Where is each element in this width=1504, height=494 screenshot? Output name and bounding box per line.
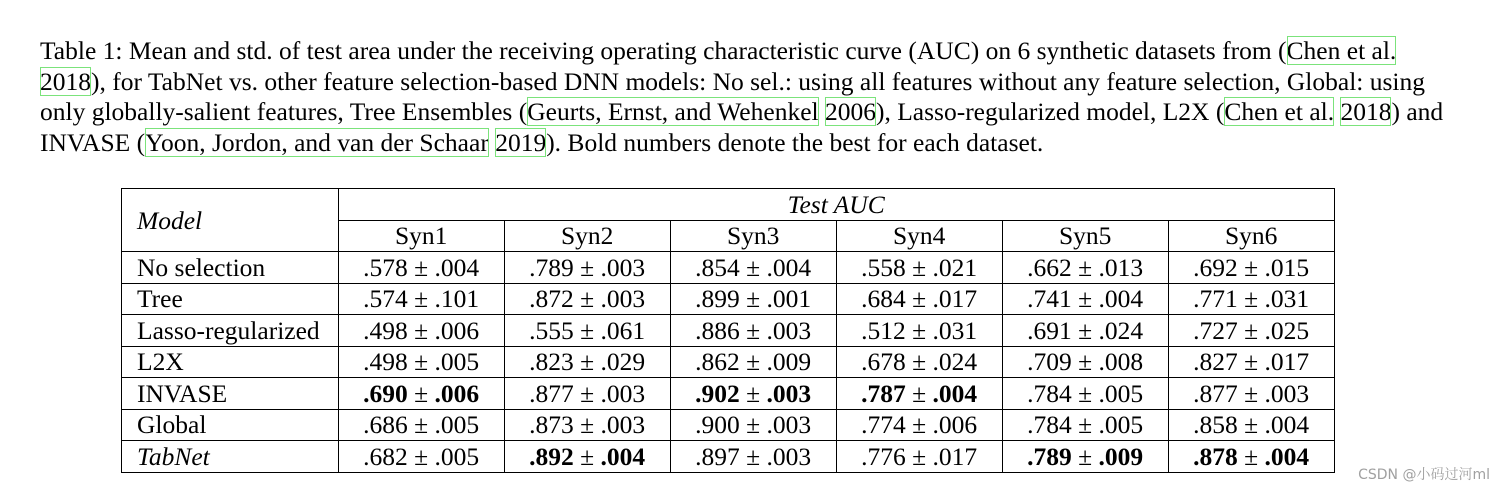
table-cell (836, 315, 1002, 347)
plus-minus-symbol: ± (1244, 378, 1259, 408)
plus-minus-symbol: ± (1244, 441, 1259, 471)
table-cell (670, 378, 836, 410)
table-cell (338, 441, 504, 473)
plus-minus-symbol: ± (746, 252, 761, 282)
row-label: TabNet (122, 441, 339, 473)
table-cell (836, 346, 1002, 378)
table-row (122, 409, 1335, 441)
citation-year-link[interactable]: 2018 (40, 66, 91, 96)
cell-std: .003 (766, 441, 812, 471)
cell-std: .031 (932, 315, 978, 345)
cell-std: .005 (434, 441, 480, 471)
plus-minus-symbol: ± (746, 284, 761, 314)
cell-mean: .574 (363, 284, 408, 314)
plus-minus-symbol: ± (912, 441, 927, 471)
plus-minus-symbol: ± (746, 378, 761, 408)
cell-mean: .691 (1027, 315, 1072, 345)
plus-minus-symbol: ± (746, 315, 761, 345)
table-cell (670, 409, 836, 441)
table-cell (670, 283, 836, 315)
column-header-syn5: Syn5 (1002, 220, 1168, 252)
column-header-syn6: Syn6 (1168, 220, 1334, 252)
cell-mean: .690 (363, 378, 408, 408)
table-cell (504, 441, 670, 473)
model-column-header: Model (122, 189, 339, 252)
cell-mean: .678 (861, 347, 906, 377)
plus-minus-symbol: ± (746, 347, 761, 377)
plus-minus-symbol: ± (580, 252, 595, 282)
row-label: No selection (122, 252, 339, 284)
cell-std: .003 (600, 252, 646, 282)
caption-text: Table 1: Mean and std. of test area under the receiving operating characteristic curve (AUC) on 6 synthetic datasets from ( (40, 36, 1287, 65)
cell-std: .003 (766, 315, 812, 345)
cell-mean: .858 (1193, 410, 1238, 440)
cell-mean: .774 (861, 410, 906, 440)
results-table-container (121, 188, 1335, 473)
table-cell (338, 346, 504, 378)
table-cell (836, 252, 1002, 284)
table-row (122, 441, 1335, 473)
plus-minus-symbol: ± (912, 347, 927, 377)
citation-year-link[interactable]: 2006 (824, 97, 876, 126)
plus-minus-symbol: ± (414, 378, 429, 408)
table-cell (338, 409, 504, 441)
table-row (122, 378, 1335, 410)
cell-mean: .662 (1027, 252, 1072, 282)
plus-minus-symbol: ± (1244, 315, 1259, 345)
cell-std: .004 (1264, 441, 1310, 471)
plus-minus-symbol: ± (580, 378, 595, 408)
table-cell (1168, 252, 1334, 284)
cell-std: .009 (766, 347, 812, 377)
cell-mean: .854 (695, 252, 740, 282)
plus-minus-symbol: ± (414, 284, 429, 314)
plus-minus-symbol: ± (1078, 441, 1093, 471)
citation-link[interactable]: Geurts, Ernst, and Wehenkel (527, 97, 819, 126)
table-cell (338, 315, 504, 347)
cell-mean: .787 (861, 378, 906, 408)
cell-mean: .886 (695, 315, 740, 345)
cell-mean: .741 (1027, 284, 1072, 314)
cell-mean: .823 (529, 347, 574, 377)
cell-mean: .784 (1027, 378, 1072, 408)
table-cell (836, 409, 1002, 441)
cell-std: .003 (1264, 378, 1310, 408)
cell-mean: .900 (695, 410, 740, 440)
cell-std: .006 (434, 378, 480, 408)
cell-mean: .899 (695, 284, 740, 314)
table-cell (338, 283, 504, 315)
cell-std: .004 (600, 441, 646, 471)
cell-std: .001 (766, 284, 812, 314)
plus-minus-symbol: ± (414, 410, 429, 440)
table-cell (1002, 283, 1168, 315)
row-label: INVASE (122, 378, 339, 410)
plus-minus-symbol: ± (414, 315, 429, 345)
cell-mean: .578 (363, 252, 408, 282)
cell-mean: .902 (695, 378, 740, 408)
table-cell (504, 283, 670, 315)
table-cell (836, 378, 1002, 410)
table-cell (504, 252, 670, 284)
cell-std: .005 (434, 410, 480, 440)
plus-minus-symbol: ± (1078, 252, 1093, 282)
caption-text: ), for TabNet vs. other feature selection-based DNN models: No sel.: using all features without any feature selection, Global: using only globally-salient features, Tree Ensembles ( (40, 66, 1425, 126)
cell-std: .003 (766, 410, 812, 440)
row-label: Lasso-regularized (122, 315, 339, 347)
cell-std: .006 (932, 410, 978, 440)
cell-std: .029 (600, 347, 646, 377)
cell-mean: .498 (363, 347, 408, 377)
plus-minus-symbol: ± (580, 410, 595, 440)
cell-mean: .827 (1193, 347, 1238, 377)
cell-mean: .498 (363, 315, 408, 345)
column-header-syn4: Syn4 (836, 220, 1002, 252)
cell-mean: .686 (363, 410, 408, 440)
table-cell (338, 378, 504, 410)
column-header-syn1: Syn1 (338, 220, 504, 252)
citation-link[interactable]: Chen et al. (1286, 36, 1397, 65)
cell-mean: .789 (1027, 441, 1072, 471)
citation-link[interactable]: Yoon, Jordon, and van der Schaar (145, 127, 489, 157)
cell-mean: .558 (861, 252, 906, 282)
table-cell (1002, 252, 1168, 284)
cell-std: .017 (1264, 347, 1310, 377)
row-label: Tree (122, 283, 339, 315)
table-cell (338, 252, 504, 284)
plus-minus-symbol: ± (414, 347, 429, 377)
plus-minus-symbol: ± (580, 284, 595, 314)
plus-minus-symbol: ± (1078, 347, 1093, 377)
cell-std: .101 (434, 284, 480, 314)
table-cell (670, 441, 836, 473)
cell-std: .005 (434, 347, 480, 377)
watermark-text: CSDN @小码过河ml (1358, 467, 1490, 483)
table-header (122, 189, 1335, 252)
table-row (122, 315, 1335, 347)
plus-minus-symbol: ± (1078, 378, 1093, 408)
plus-minus-symbol: ± (580, 441, 595, 471)
plus-minus-symbol: ± (414, 441, 429, 471)
table-cell (504, 378, 670, 410)
plus-minus-symbol: ± (912, 378, 927, 408)
plus-minus-symbol: ± (912, 410, 927, 440)
caption-text: ), Lasso-regularized model, L2X ( (875, 97, 1225, 126)
table-cell (504, 315, 670, 347)
plus-minus-symbol: ± (912, 252, 927, 282)
table-cell (504, 409, 670, 441)
citation-year-link[interactable]: 2019 (495, 127, 547, 157)
citation-year-link[interactable]: 2018 (1340, 97, 1392, 126)
cell-std: .017 (932, 284, 978, 314)
caption-text: ). Bold numbers denote the best for each dataset. (546, 127, 1044, 157)
cell-mean: .897 (695, 441, 740, 471)
cell-mean: .692 (1193, 252, 1238, 282)
table-cell (1002, 409, 1168, 441)
cell-std: .004 (1098, 284, 1144, 314)
column-header-syn2: Syn2 (504, 220, 670, 252)
cell-mean: .784 (1027, 410, 1072, 440)
table-cell (670, 346, 836, 378)
cell-std: .024 (932, 347, 978, 377)
plus-minus-symbol: ± (1244, 284, 1259, 314)
cell-std: .013 (1098, 252, 1144, 282)
cell-mean: .892 (529, 441, 574, 471)
plus-minus-symbol: ± (1078, 410, 1093, 440)
cell-mean: .877 (529, 378, 574, 408)
cell-mean: .682 (363, 441, 408, 471)
table-caption (40, 36, 1450, 158)
plus-minus-symbol: ± (746, 441, 761, 471)
cell-mean: .878 (1193, 441, 1238, 471)
plus-minus-symbol: ± (1244, 252, 1259, 282)
cell-std: .003 (600, 410, 646, 440)
cell-mean: .709 (1027, 347, 1072, 377)
plus-minus-symbol: ± (580, 347, 595, 377)
cell-mean: .872 (529, 284, 574, 314)
plus-minus-symbol: ± (746, 410, 761, 440)
cell-mean: .862 (695, 347, 740, 377)
cell-std: .005 (1098, 378, 1144, 408)
results-table (121, 188, 1335, 473)
cell-mean: .789 (529, 252, 574, 282)
cell-std: .003 (600, 378, 646, 408)
table-body (122, 252, 1335, 473)
table-cell (1168, 441, 1334, 473)
cell-std: .004 (1264, 410, 1310, 440)
plus-minus-symbol: ± (580, 315, 595, 345)
table-row (122, 252, 1335, 284)
plus-minus-symbol: ± (414, 252, 429, 282)
plus-minus-symbol: ± (912, 284, 927, 314)
table-cell (1002, 315, 1168, 347)
header-row-group (122, 189, 1335, 221)
cell-std: .005 (1098, 410, 1144, 440)
plus-minus-symbol: ± (1078, 315, 1093, 345)
table-cell (1168, 346, 1334, 378)
cell-std: .004 (434, 252, 480, 282)
table-cell (1168, 283, 1334, 315)
caption-text: ) and INVASE ( (40, 97, 1444, 157)
cell-std: .008 (1098, 347, 1144, 377)
cell-std: .003 (766, 378, 812, 408)
cell-std: .017 (932, 441, 978, 471)
cell-std: .009 (1098, 441, 1144, 471)
cell-std: .015 (1264, 252, 1310, 282)
table-cell (1168, 315, 1334, 347)
cell-std: .004 (932, 378, 978, 408)
cell-std: .021 (932, 252, 978, 282)
plus-minus-symbol: ± (912, 315, 927, 345)
cell-mean: .684 (861, 284, 906, 314)
table-cell (1002, 441, 1168, 473)
cell-std: .031 (1264, 284, 1310, 314)
cell-std: .024 (1098, 315, 1144, 345)
table-cell (504, 346, 670, 378)
row-label: Global (122, 409, 339, 441)
cell-mean: .512 (861, 315, 906, 345)
cell-mean: .771 (1193, 284, 1238, 314)
cell-mean: .877 (1193, 378, 1238, 408)
cell-std: .061 (600, 315, 646, 345)
table-row (122, 346, 1335, 378)
plus-minus-symbol: ± (1078, 284, 1093, 314)
table-cell (670, 252, 836, 284)
cell-std: .025 (1264, 315, 1310, 345)
cell-mean: .873 (529, 410, 574, 440)
cell-mean: .727 (1193, 315, 1238, 345)
column-header-syn3: Syn3 (670, 220, 836, 252)
test-auc-group-header: Test AUC (338, 189, 1334, 221)
table-cell (1168, 378, 1334, 410)
table-cell (1002, 378, 1168, 410)
table-row (122, 283, 1335, 315)
row-label: L2X (122, 346, 339, 378)
table-cell (836, 441, 1002, 473)
table-cell (1168, 409, 1334, 441)
table-cell (670, 315, 836, 347)
plus-minus-symbol: ± (1244, 410, 1259, 440)
table-cell (1002, 346, 1168, 378)
cell-mean: .776 (861, 441, 906, 471)
cell-mean: .555 (529, 315, 574, 345)
plus-minus-symbol: ± (1244, 347, 1259, 377)
citation-link[interactable]: Chen et al. (1224, 97, 1335, 126)
table-cell (836, 283, 1002, 315)
cell-std: .004 (766, 252, 812, 282)
cell-std: .003 (600, 284, 646, 314)
cell-std: .006 (434, 315, 480, 345)
